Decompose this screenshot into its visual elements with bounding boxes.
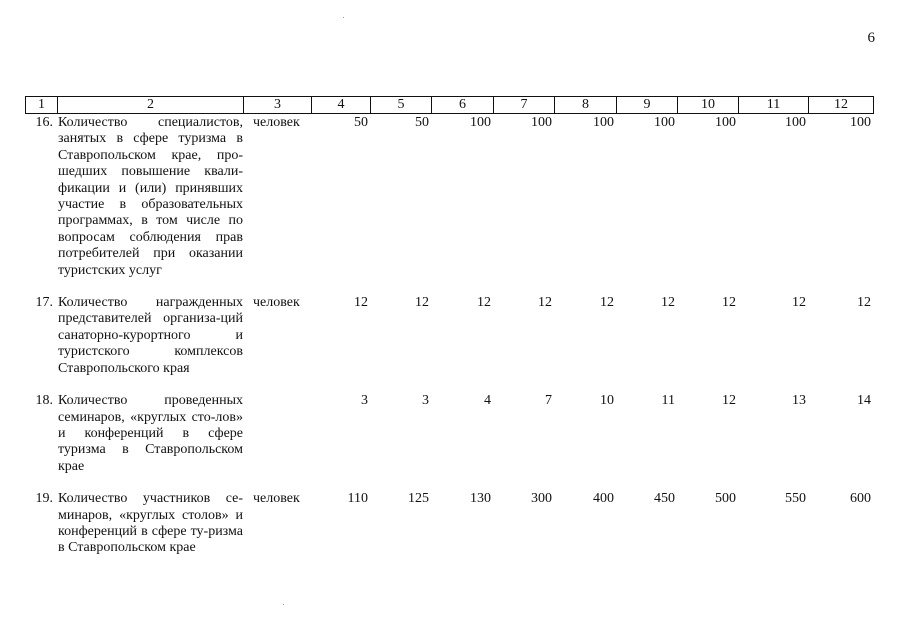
column-header-5: 5 bbox=[371, 97, 432, 114]
column-header-1: 1 bbox=[26, 97, 58, 114]
column-header-10: 10 bbox=[678, 97, 739, 114]
value-cell: 110 bbox=[347, 491, 368, 507]
value-cell: 12 bbox=[857, 295, 871, 311]
row-indicator-name: Количество специалистов, занятых в сфере туризма в Ставропольском крае, про-шедших повышение квали-фикации и (или) принявших участие в образовательных программах, в том числе по вопросам соблюдения прав потребителей при оказании туристских услуг bbox=[58, 115, 243, 278]
value-cell: 300 bbox=[531, 491, 552, 507]
row-unit: человек bbox=[253, 491, 300, 507]
value-cell: 130 bbox=[470, 491, 491, 507]
value-cell: 3 bbox=[361, 393, 368, 409]
value-cell: 100 bbox=[593, 115, 614, 130]
value-cell: 12 bbox=[415, 295, 429, 311]
value-cell: 12 bbox=[538, 295, 552, 311]
column-header-12: 12 bbox=[809, 97, 874, 114]
row-indicator-name: Количество участников се-минаров, «круглых столов» и конференций в сфере ту-ризма в Ставропольском крае bbox=[58, 491, 243, 556]
column-header-6: 6 bbox=[432, 97, 494, 114]
value-cell: 450 bbox=[654, 491, 675, 507]
table-row bbox=[25, 393, 873, 475]
value-cell: 3 bbox=[422, 393, 429, 409]
indicator-rows bbox=[25, 115, 873, 557]
value-cell: 12 bbox=[661, 295, 675, 311]
value-cell: 11 bbox=[661, 393, 675, 409]
value-cell: 10 bbox=[600, 393, 614, 409]
column-header-7: 7 bbox=[494, 97, 555, 114]
value-cell: 12 bbox=[354, 295, 368, 311]
table-row bbox=[25, 295, 873, 377]
value-cell: 550 bbox=[785, 491, 806, 507]
value-cell: 100 bbox=[850, 115, 871, 130]
value-cell: 100 bbox=[715, 115, 736, 130]
value-cell: 12 bbox=[477, 295, 491, 311]
row-values bbox=[311, 491, 873, 507]
value-cell: 4 bbox=[484, 393, 491, 409]
value-cell: 100 bbox=[785, 115, 806, 130]
value-cell: 400 bbox=[593, 491, 614, 507]
value-cell: 13 bbox=[792, 393, 806, 409]
column-header-2: 2 bbox=[58, 97, 244, 114]
value-cell: 100 bbox=[470, 115, 491, 130]
value-cell: 7 bbox=[545, 393, 552, 409]
scan-speck bbox=[343, 17, 344, 18]
row-unit: человек bbox=[253, 295, 300, 311]
row-number: 18. bbox=[35, 393, 53, 409]
row-values bbox=[311, 115, 873, 131]
column-header-9: 9 bbox=[617, 97, 678, 114]
value-cell: 12 bbox=[792, 295, 806, 311]
value-cell: 100 bbox=[531, 115, 552, 130]
value-cell: 50 bbox=[354, 115, 368, 130]
row-number: 16. bbox=[35, 115, 53, 130]
column-header-3: 3 bbox=[244, 97, 312, 114]
table-row bbox=[25, 491, 873, 557]
row-number: 19. bbox=[35, 491, 53, 507]
column-header-11: 11 bbox=[739, 97, 809, 114]
value-cell: 12 bbox=[722, 393, 736, 409]
row-number: 17. bbox=[35, 295, 53, 311]
row-indicator-name: Количество награжденных представителей организа-ций санаторно-курортного и туристского комплексов Ставропольского края bbox=[58, 295, 243, 376]
value-cell: 500 bbox=[715, 491, 736, 507]
column-header-row bbox=[26, 97, 874, 114]
value-cell: 50 bbox=[415, 115, 429, 130]
column-header-8: 8 bbox=[555, 97, 617, 114]
row-values bbox=[311, 393, 873, 409]
scan-speck bbox=[283, 604, 284, 605]
row-values bbox=[311, 295, 873, 311]
table-row bbox=[25, 115, 873, 279]
column-header-table bbox=[25, 96, 874, 114]
value-cell: 12 bbox=[722, 295, 736, 311]
value-cell: 600 bbox=[850, 491, 871, 507]
row-indicator-name: Количество проведенных семинаров, «круглых сто-лов» и конференций в сфере туризма в Ставропольском крае bbox=[58, 393, 243, 474]
value-cell: 125 bbox=[408, 491, 429, 507]
page-number: 6 bbox=[867, 30, 875, 46]
value-cell: 14 bbox=[857, 393, 871, 409]
value-cell: 100 bbox=[654, 115, 675, 130]
value-cell: 12 bbox=[600, 295, 614, 311]
row-unit: человек bbox=[253, 115, 300, 130]
column-header-4: 4 bbox=[312, 97, 371, 114]
